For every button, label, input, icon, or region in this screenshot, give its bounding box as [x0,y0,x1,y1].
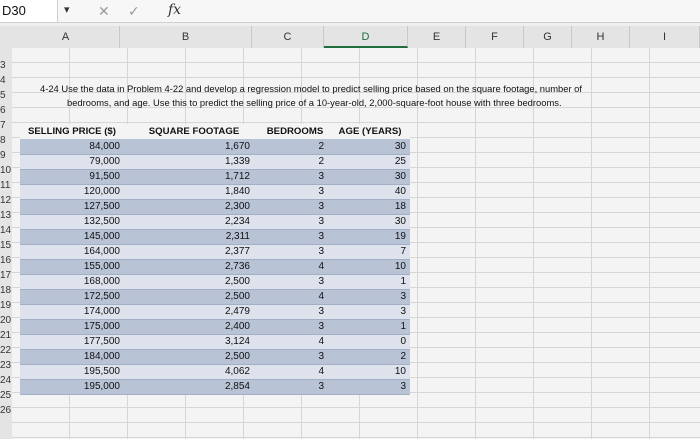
table-row [20,184,410,199]
column-header-row [0,26,700,49]
table-cell[interactable]: 84,000 [20,139,128,154]
table-cell[interactable]: 3 [260,304,330,319]
column-header-i[interactable]: I [630,26,700,48]
table-row [20,379,410,394]
row-header-7[interactable]: 7 [0,120,6,131]
row-header-25[interactable]: 25 [0,390,12,401]
table-row [20,334,410,349]
table-cell[interactable]: 19 [330,229,410,244]
table-cell[interactable]: 1,712 [128,169,260,184]
table-cell[interactable]: 195,500 [20,364,128,379]
table-cell[interactable]: 4 [260,334,330,349]
row-header-4[interactable]: 4 [0,75,6,86]
table-cell[interactable]: 4 [260,364,330,379]
table-cell[interactable]: 79,000 [20,154,128,169]
row-header-23[interactable]: 23 [0,360,12,371]
table-cell[interactable]: 2,311 [128,229,260,244]
row-header-17[interactable]: 17 [0,270,12,281]
header-bedrooms[interactable]: BEDROOMS [260,124,330,139]
table-row [20,349,410,364]
table-row [20,364,410,379]
column-header-e[interactable]: E [408,26,466,48]
table-cell[interactable]: 3 [260,319,330,334]
table-row [20,259,410,274]
row-header-16[interactable]: 16 [0,255,12,266]
table-cell[interactable]: 3 [330,304,410,319]
problem-statement [40,82,660,110]
table-cell[interactable]: 3 [260,184,330,199]
table-row [20,274,410,289]
table-cell[interactable]: 4,062 [128,364,260,379]
row-header-15[interactable]: 15 [0,240,12,251]
table-cell[interactable]: 4 [260,259,330,274]
header-selling-price[interactable]: SELLING PRICE ($) [20,124,128,139]
table-cell[interactable]: 3 [330,289,410,304]
row-header-24[interactable]: 24 [0,375,12,386]
table-cell[interactable]: 2,500 [128,349,260,364]
table-row [20,244,410,259]
formula-bar [0,0,700,23]
row-header-5[interactable]: 5 [0,90,6,101]
table-cell[interactable]: 1 [330,274,410,289]
row-header-14[interactable]: 14 [0,225,12,236]
row-header-21[interactable]: 21 [0,330,12,341]
row-header-20[interactable]: 20 [0,315,12,326]
column-header-c[interactable]: C [252,26,324,48]
table-cell[interactable]: 2,400 [128,319,260,334]
row-header-18[interactable]: 18 [0,285,12,296]
column-header-d[interactable]: D [324,26,408,48]
table-cell[interactable]: 2 [260,139,330,154]
name-box[interactable]: D30 [0,0,58,22]
table-cell[interactable]: 3 [260,349,330,364]
row-header-26[interactable]: 26 [0,405,12,416]
table-cell[interactable]: 3 [260,229,330,244]
table-cell[interactable]: 2,234 [128,214,260,229]
table-cell[interactable]: 2,736 [128,259,260,274]
row-header-10[interactable]: 10 [0,165,12,176]
table-cell[interactable]: 2,479 [128,304,260,319]
table-cell[interactable]: 2,500 [128,274,260,289]
table-cell[interactable]: 2,377 [128,244,260,259]
column-header-h[interactable]: H [572,26,630,48]
table-cell[interactable]: 3 [260,214,330,229]
table-cell[interactable]: 2,300 [128,199,260,214]
table-cell[interactable]: 145,000 [20,229,128,244]
table-cell[interactable]: 3 [330,379,410,394]
data-table [20,124,410,395]
table-cell[interactable]: 0 [330,334,410,349]
table-cell[interactable]: 1,840 [128,184,260,199]
column-header-b[interactable]: B [120,26,252,48]
row-header-13[interactable]: 13 [0,210,12,221]
table-row [20,154,410,169]
table-row [20,319,410,334]
table-cell[interactable]: 3 [260,244,330,259]
problem-line-2: bedrooms, and age. Use this to predict the selling price of a 10-year-old, 2,000-square-foot house with three bedrooms. [67,97,562,108]
table-cell[interactable]: 18 [330,199,410,214]
header-age[interactable]: AGE (YEARS) [330,124,410,139]
table-cell[interactable]: 40 [330,184,410,199]
table-header-row [20,124,410,139]
row-header-22[interactable]: 22 [0,345,12,356]
table-cell[interactable]: 195,000 [20,379,128,394]
table-cell[interactable]: 10 [330,364,410,379]
table-cell[interactable]: 30 [330,214,410,229]
row-header-8[interactable]: 8 [0,135,6,146]
row-header-3[interactable]: 3 [0,60,6,71]
table-cell[interactable]: 1 [330,319,410,334]
table-cell[interactable]: 120,000 [20,184,128,199]
table-row [20,214,410,229]
table-row [20,229,410,244]
table-cell[interactable]: 3 [260,379,330,394]
table-cell[interactable]: 3 [260,274,330,289]
table-cell[interactable]: 10 [330,259,410,274]
table-cell[interactable]: 25 [330,154,410,169]
row-header-12[interactable]: 12 [0,195,12,206]
table-cell[interactable]: 2,854 [128,379,260,394]
table-row [20,304,410,319]
table-row [20,139,410,154]
table-cell[interactable]: 1,339 [128,154,260,169]
table-cell[interactable]: 174,000 [20,304,128,319]
table-cell[interactable]: 4 [260,289,330,304]
table-cell[interactable]: 3,124 [128,334,260,349]
table-cell[interactable]: 184,000 [20,349,128,364]
confirm-icon[interactable]: ✓ [128,3,140,19]
table-cell[interactable]: 7 [330,244,410,259]
table-cell[interactable]: 132,500 [20,214,128,229]
table-cell[interactable]: 1,670 [128,139,260,154]
table-cell[interactable]: 3 [260,169,330,184]
name-box-dropdown-icon[interactable]: ▾ [64,4,70,16]
table-cell[interactable]: 91,500 [20,169,128,184]
table-cell[interactable]: 168,000 [20,274,128,289]
insert-function-icon[interactable]: fx [168,2,182,18]
table-cell[interactable]: 30 [330,139,410,154]
column-header-g[interactable]: G [524,26,572,48]
problem-line-1: 4-24 Use the data in Problem 4-22 and develop a regression model to predict selling price based on the square footage, number of [40,83,583,94]
table-cell[interactable]: 172,500 [20,289,128,304]
table-cell[interactable]: 2 [330,349,410,364]
table-cell[interactable]: 2,500 [128,289,260,304]
table-row [20,169,410,184]
row-header-19[interactable]: 19 [0,300,12,311]
row-header-11[interactable]: 11 [0,180,11,191]
table-cell[interactable]: 155,000 [20,259,128,274]
row-header-6[interactable]: 6 [0,105,6,116]
column-header-a[interactable]: A [12,26,120,48]
table-cell[interactable]: 2 [260,154,330,169]
table-row [20,199,410,214]
table-cell[interactable]: 127,500 [20,199,128,214]
column-header-f[interactable]: F [466,26,524,48]
row-header-9[interactable]: 9 [0,150,6,161]
table-row [20,289,410,304]
header-square-footage[interactable]: SQUARE FOOTAGE [128,124,260,139]
table-cell[interactable]: 30 [330,169,410,184]
table-cell[interactable]: 175,000 [20,319,128,334]
cancel-icon[interactable]: ✕ [98,3,110,19]
table-cell[interactable]: 3 [260,199,330,214]
table-cell[interactable]: 177,500 [20,334,128,349]
table-cell[interactable]: 164,000 [20,244,128,259]
